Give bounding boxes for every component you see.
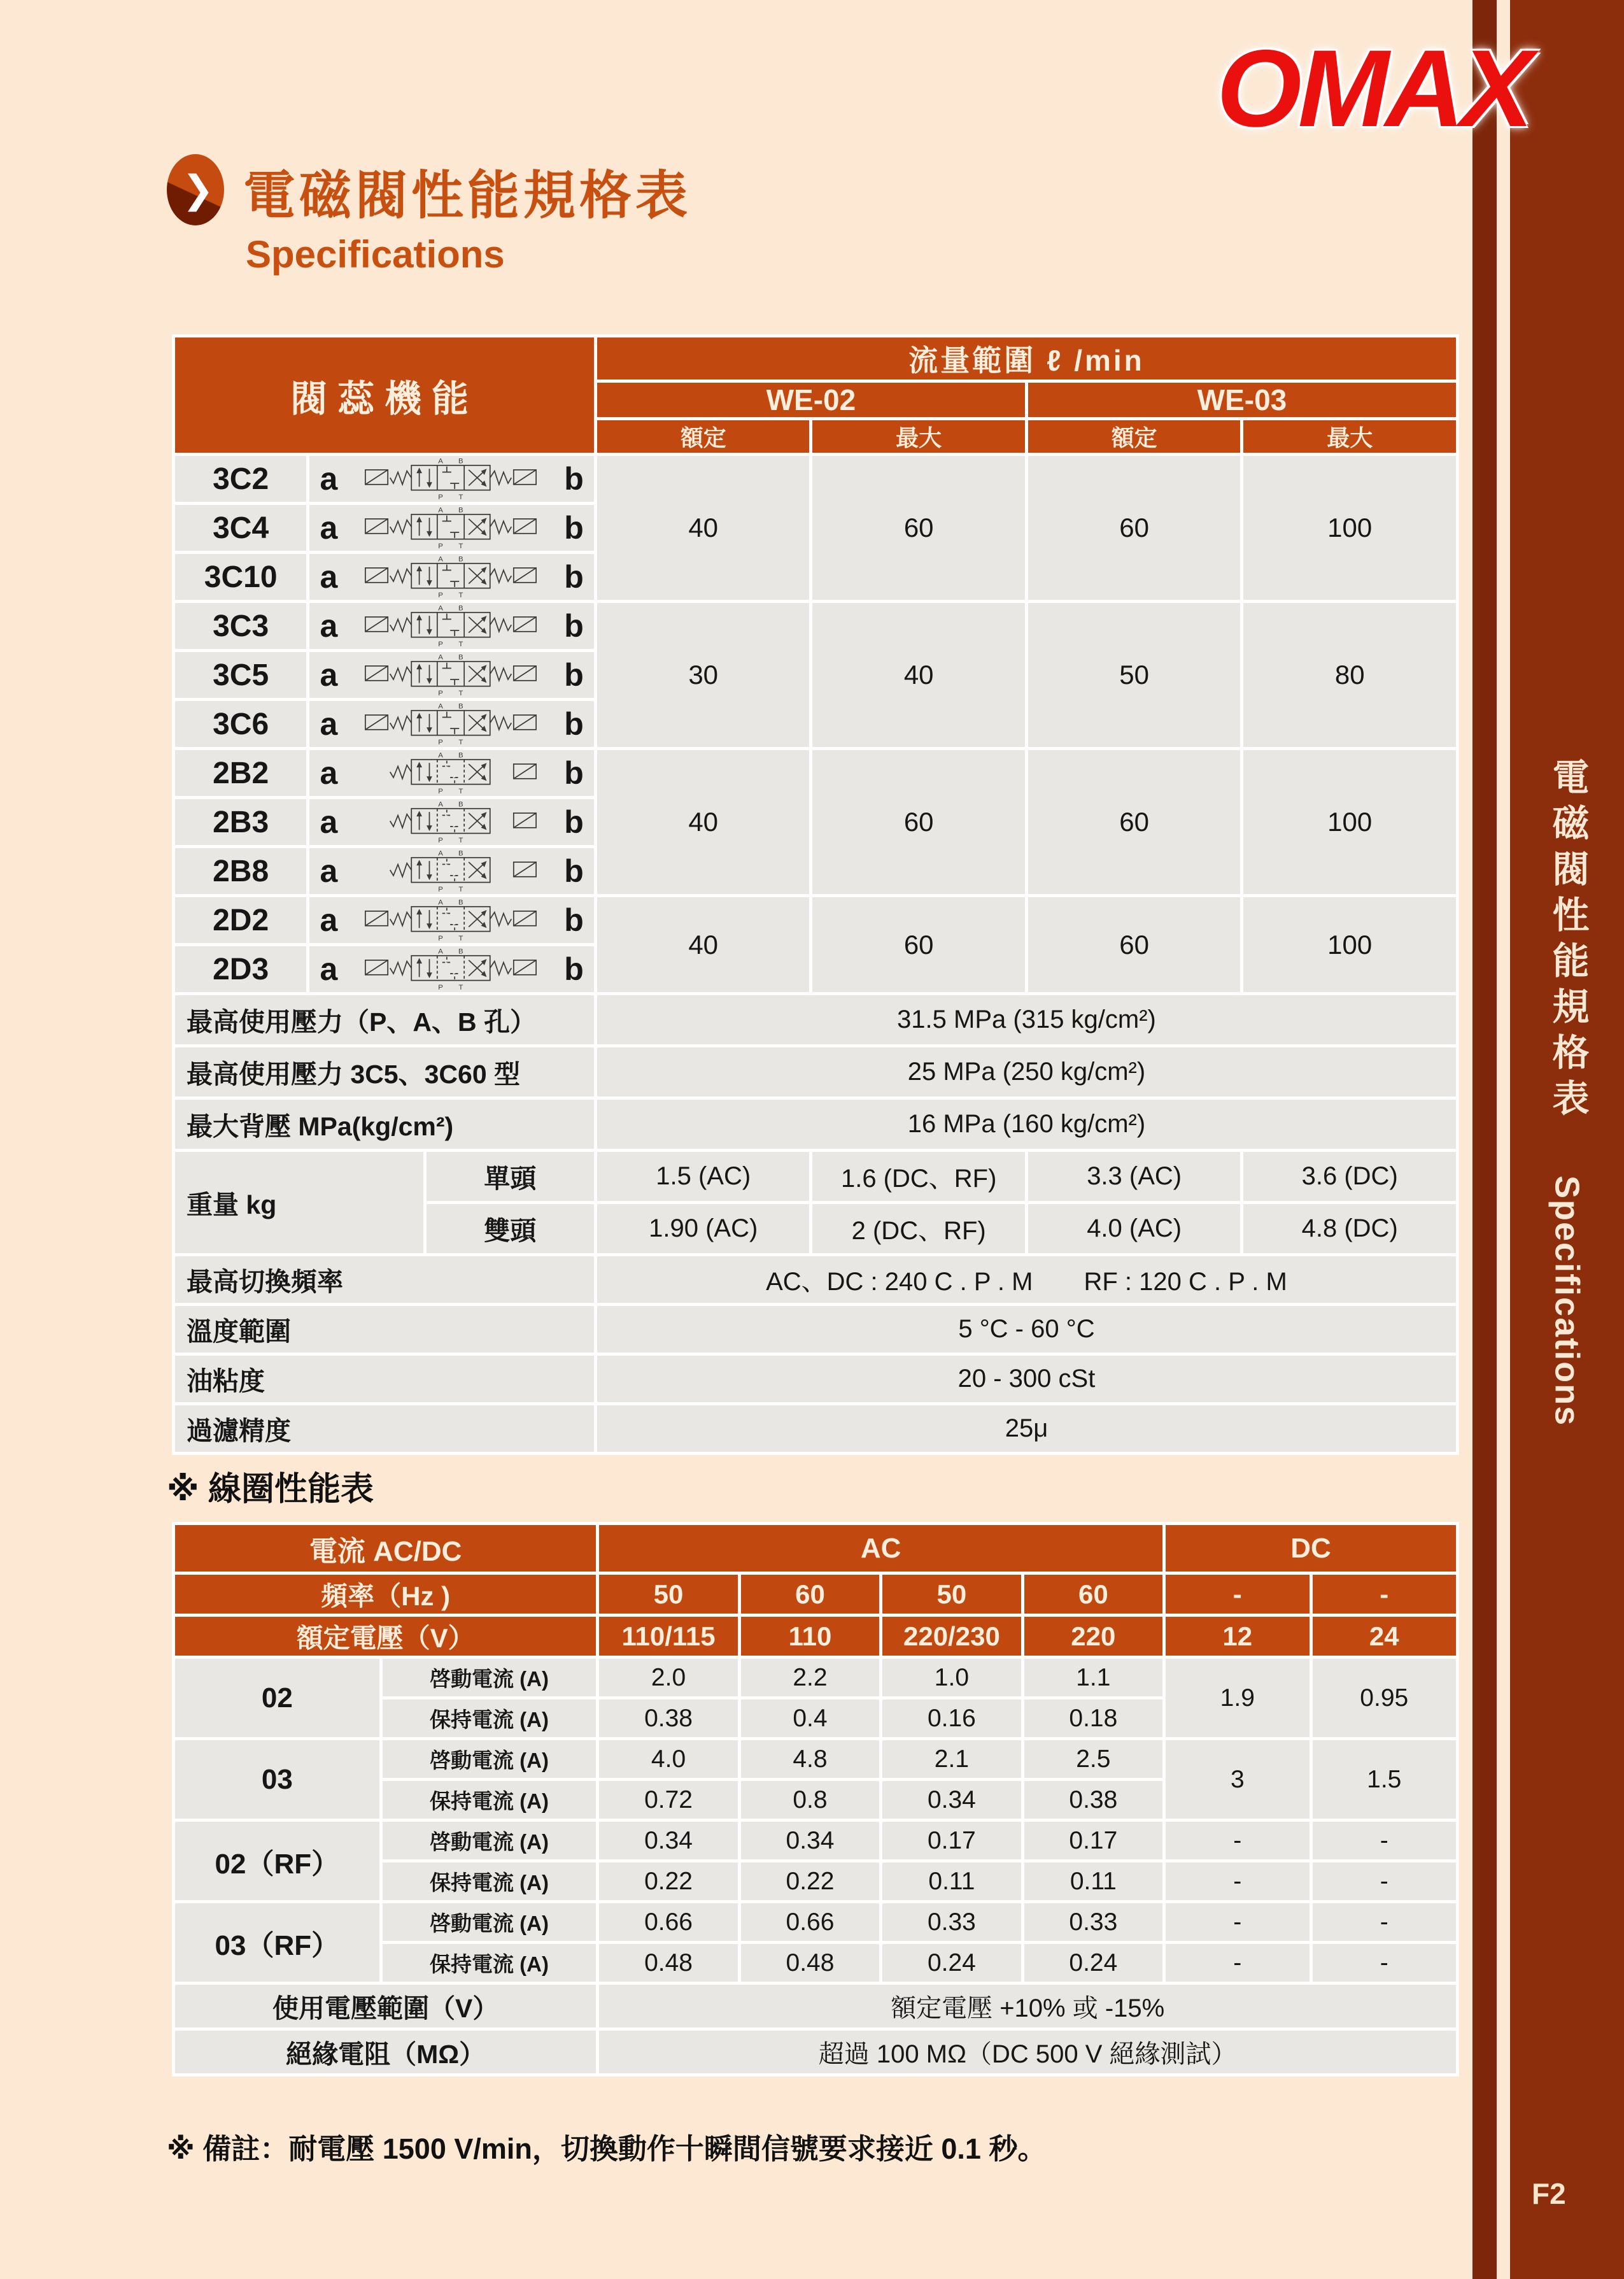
- start-current-label: 啓動電流 (A): [381, 1902, 598, 1943]
- valve-symbol-cell: [308, 896, 596, 945]
- valve-symbol-wrap: [309, 505, 594, 551]
- svg-text:B: B: [458, 702, 463, 711]
- dc-current-value: 1.9: [1164, 1658, 1311, 1739]
- svg-text:T: T: [458, 591, 463, 599]
- ac-header: AC: [598, 1524, 1164, 1573]
- weight-value: 3.3 (AC): [1026, 1151, 1241, 1203]
- svg-text:P: P: [438, 934, 444, 942]
- flow-value: 60: [811, 455, 1026, 602]
- frequency-value: 50: [881, 1573, 1022, 1615]
- a-label: a: [320, 461, 338, 497]
- spec-value: 25 MPa (250 kg/cm²): [595, 1046, 1457, 1098]
- b-label: b: [564, 951, 584, 987]
- start-current-value: 4.8: [739, 1739, 880, 1780]
- we03-header: WE-03: [1026, 381, 1457, 419]
- table-row: [174, 1984, 1458, 2029]
- dc-current-value: -: [1311, 1902, 1457, 1943]
- valve-symbol-3C4: [355, 505, 546, 551]
- hold-current-value: 0.18: [1022, 1698, 1164, 1739]
- table-row: [174, 1658, 1458, 1698]
- valve-symbol-3C6: [355, 701, 546, 747]
- right-thin-stripe: [1472, 0, 1497, 2279]
- spec-value: 16 MPa (160 kg/cm²): [595, 1098, 1457, 1151]
- max-header: 最大: [1242, 419, 1458, 455]
- flow-value: 100: [1242, 896, 1458, 994]
- svg-text:A: A: [438, 898, 444, 907]
- spec-label: 最高使用壓力（P、A、B 孔）: [174, 994, 596, 1046]
- coil-group-label: 03: [174, 1739, 381, 1821]
- table-row: [174, 336, 1458, 381]
- hold-current-value: 0.8: [739, 1780, 880, 1821]
- valve-symbol-cell: [308, 847, 596, 896]
- a-label: a: [320, 510, 338, 546]
- hold-current-value: 0.24: [1022, 1943, 1164, 1984]
- a-label: a: [320, 657, 338, 693]
- svg-text:T: T: [458, 983, 463, 991]
- a-label: a: [320, 559, 338, 595]
- flow-value: 60: [811, 896, 1026, 994]
- b-label: b: [564, 706, 584, 742]
- svg-text:P: P: [438, 542, 444, 550]
- svg-text:A: A: [438, 555, 444, 564]
- valve-symbol-cell: [308, 504, 596, 553]
- valve-function-header: 閥蕊機能: [174, 336, 596, 455]
- start-current-value: 2.2: [739, 1658, 880, 1698]
- svg-text:A: A: [438, 653, 444, 662]
- svg-text:A: A: [438, 604, 444, 613]
- start-current-value: 0.66: [598, 1902, 739, 1943]
- start-current-value: 0.33: [1022, 1902, 1164, 1943]
- page-title: 電磁閥性能規格表: [243, 167, 692, 225]
- valve-code: 2B3: [174, 798, 308, 847]
- svg-text:T: T: [458, 738, 463, 746]
- spec-label: 過濾精度: [174, 1404, 596, 1454]
- svg-text:T: T: [458, 885, 463, 893]
- flow-value: 40: [595, 896, 810, 994]
- hold-current-label: 保持電流 (A): [381, 1861, 598, 1902]
- start-current-value: 0.17: [881, 1821, 1022, 1861]
- voltage-value: 220: [1022, 1615, 1164, 1658]
- valve-symbol-wrap: [309, 848, 594, 894]
- svg-text:P: P: [438, 738, 444, 746]
- insulation-value: 超過 100 MΩ（DC 500 V 絕緣測試）: [598, 2029, 1458, 2075]
- spec-label: 最大背壓 MPa(kg/cm²): [174, 1098, 596, 1151]
- valve-symbol-2B2: [355, 750, 546, 796]
- start-current-value: 0.17: [1022, 1821, 1164, 1861]
- b-label: b: [564, 853, 584, 889]
- spec-value: 31.5 MPa (315 kg/cm²): [595, 994, 1457, 1046]
- weight-label: 重量 kg: [174, 1151, 425, 1255]
- valve-symbol-wrap: [309, 897, 594, 943]
- dc-current-value: -: [1311, 1943, 1457, 1984]
- table-row: [174, 994, 1458, 1046]
- frequency-value: 60: [739, 1573, 880, 1615]
- spec-value: 25μ: [595, 1404, 1457, 1454]
- valve-code: 3C5: [174, 651, 308, 700]
- rated-header: 額定: [1026, 419, 1241, 455]
- svg-text:P: P: [438, 787, 444, 795]
- a-label: a: [320, 902, 338, 938]
- valve-code: 3C4: [174, 504, 308, 553]
- valve-code: 3C2: [174, 455, 308, 504]
- b-label: b: [564, 559, 584, 595]
- svg-text:T: T: [458, 493, 463, 501]
- svg-text:P: P: [438, 836, 444, 844]
- table-row: [174, 1573, 1458, 1615]
- coil-table-title: ※ 線圈性能表: [167, 1471, 374, 1508]
- flow-value: 80: [1242, 602, 1458, 749]
- weight-value: 4.0 (AC): [1026, 1203, 1241, 1255]
- sidebar-vertical-caption: [1541, 758, 1594, 1426]
- hold-current-label: 保持電流 (A): [381, 1780, 598, 1821]
- hold-current-value: 0.48: [739, 1943, 880, 1984]
- svg-text:A: A: [438, 948, 444, 956]
- right-sidebar-band: [1510, 0, 1624, 2279]
- start-current-value: 0.66: [739, 1902, 880, 1943]
- start-current-value: 1.0: [881, 1658, 1022, 1698]
- hold-current-value: 0.38: [598, 1698, 739, 1739]
- valve-symbol-cell: [308, 798, 596, 847]
- hold-current-value: 0.4: [739, 1698, 880, 1739]
- valve-symbol-3C5: [355, 652, 546, 698]
- page-subtitle: Specifications: [246, 233, 505, 276]
- weight-value: 1.90 (AC): [595, 1203, 810, 1255]
- start-current-value: 0.34: [598, 1821, 739, 1861]
- svg-text:T: T: [458, 542, 463, 550]
- hold-current-label: 保持電流 (A): [381, 1698, 598, 1739]
- a-label: a: [320, 755, 338, 791]
- hold-current-value: 0.48: [598, 1943, 739, 1984]
- voltage-range-value: 額定電壓 +10% 或 -15%: [598, 1984, 1458, 2029]
- svg-text:P: P: [438, 885, 444, 893]
- main-spec-table-wrap: [172, 334, 1459, 1455]
- dc-header: DC: [1164, 1524, 1458, 1573]
- dc-current-value: -: [1164, 1821, 1311, 1861]
- valve-symbol-2B8: [355, 848, 546, 894]
- start-current-value: 2.1: [881, 1739, 1022, 1780]
- b-label: b: [564, 461, 584, 497]
- insulation-label: 絕緣電阻（MΩ）: [174, 2029, 598, 2075]
- flow-value: 60: [811, 749, 1026, 896]
- spec-value: 5 °C - 60 °C: [595, 1305, 1457, 1354]
- valve-symbol-cell: [308, 455, 596, 504]
- flow-value: 100: [1242, 749, 1458, 896]
- hold-current-label: 保持電流 (A): [381, 1943, 598, 1984]
- table-row: [174, 1404, 1458, 1454]
- valve-symbol-cell: [308, 945, 596, 994]
- valve-code: 3C10: [174, 553, 308, 602]
- svg-text:A: A: [438, 751, 444, 760]
- table-row: [174, 1902, 1458, 1943]
- valve-symbol-cell: [308, 700, 596, 749]
- weight-value: 1.5 (AC): [595, 1151, 810, 1203]
- svg-text:P: P: [438, 983, 444, 991]
- coil-group-label: 02（RF）: [174, 1821, 381, 1902]
- dc-current-value: -: [1164, 1943, 1311, 1984]
- b-label: b: [564, 608, 584, 644]
- flow-value: 40: [595, 749, 810, 896]
- table-row: [174, 1305, 1458, 1354]
- flow-value: 60: [1026, 749, 1241, 896]
- start-current-label: 啓動電流 (A): [381, 1821, 598, 1861]
- svg-text:T: T: [458, 787, 463, 795]
- valve-code: 2B8: [174, 847, 308, 896]
- svg-text:B: B: [458, 555, 463, 564]
- valve-code: 2B2: [174, 749, 308, 798]
- table-row: [174, 1098, 1458, 1151]
- frequency-value: 60: [1022, 1573, 1164, 1615]
- valve-symbol-3C10: [355, 554, 546, 600]
- table-row: [174, 1615, 1458, 1658]
- valve-symbol-wrap: [309, 799, 594, 845]
- svg-text:P: P: [438, 591, 444, 599]
- frequency-value: 50: [598, 1573, 739, 1615]
- b-label: b: [564, 902, 584, 938]
- a-label: a: [320, 706, 338, 742]
- voltage-value: 110: [739, 1615, 880, 1658]
- valve-symbol-cell: [308, 602, 596, 651]
- table-row: [174, 1739, 1458, 1780]
- rated-header: 額定: [595, 419, 810, 455]
- table-row: [174, 2029, 1458, 2075]
- hold-current-value: 0.38: [1022, 1780, 1164, 1821]
- weight-value: 1.6 (DC、RF): [811, 1151, 1026, 1203]
- svg-text:B: B: [458, 800, 463, 809]
- svg-text:B: B: [458, 751, 463, 760]
- spec-value: 20 - 300 cSt: [595, 1354, 1457, 1404]
- valve-symbol-cell: [308, 651, 596, 700]
- valve-symbol-3C2: [355, 456, 546, 502]
- voltage-value: 12: [1164, 1615, 1311, 1658]
- valve-symbol-wrap: [309, 603, 594, 649]
- valve-symbol-wrap: [309, 946, 594, 992]
- svg-text:P: P: [438, 493, 444, 501]
- voltage-value: 220/230: [881, 1615, 1022, 1658]
- spec-label: 溫度範圍: [174, 1305, 596, 1354]
- start-current-value: 2.0: [598, 1658, 739, 1698]
- start-current-value: 4.0: [598, 1739, 739, 1780]
- svg-text:A: A: [438, 702, 444, 711]
- start-current-label: 啓動電流 (A): [381, 1658, 598, 1698]
- svg-text:T: T: [458, 836, 463, 844]
- svg-text:T: T: [458, 934, 463, 942]
- hold-current-value: 0.24: [881, 1943, 1022, 1984]
- dc-current-value: 0.95: [1311, 1658, 1457, 1739]
- main-spec-table: [172, 334, 1459, 1455]
- valve-symbol-wrap: [309, 554, 594, 600]
- table-row: [174, 1524, 1458, 1573]
- b-label: b: [564, 657, 584, 693]
- a-label: a: [320, 804, 338, 840]
- flow-value: 60: [1026, 455, 1241, 602]
- dc-current-value: -: [1164, 1902, 1311, 1943]
- valve-code: 2D3: [174, 945, 308, 994]
- svg-text:A: A: [438, 457, 444, 465]
- b-label: b: [564, 510, 584, 546]
- svg-text:P: P: [438, 689, 444, 697]
- a-label: a: [320, 853, 338, 889]
- valve-symbol-2B3: [355, 799, 546, 845]
- start-current-value: 2.5: [1022, 1739, 1164, 1780]
- voltage-label: 額定電壓（V）: [174, 1615, 598, 1658]
- start-current-value: 1.1: [1022, 1658, 1164, 1698]
- svg-text:B: B: [458, 506, 463, 515]
- page-number: F2: [1532, 2177, 1566, 2210]
- weight-value: 4.8 (DC): [1242, 1203, 1458, 1255]
- start-current-value: 0.34: [739, 1821, 880, 1861]
- svg-text:T: T: [458, 640, 463, 648]
- voltage-value: 110/115: [598, 1615, 739, 1658]
- svg-text:B: B: [458, 948, 463, 956]
- flow-value: 100: [1242, 455, 1458, 602]
- coil-table-wrap: [172, 1522, 1459, 2077]
- flow-value: 30: [595, 602, 810, 749]
- dc-current-value: -: [1311, 1861, 1457, 1902]
- svg-text:B: B: [458, 849, 463, 858]
- valve-symbol-wrap: [309, 456, 594, 502]
- flow-value: 40: [595, 455, 810, 602]
- a-label: a: [320, 608, 338, 644]
- coil-group-label: 02: [174, 1658, 381, 1739]
- chevron-glyph-icon: ❯: [181, 168, 215, 211]
- weight-value: 3.6 (DC): [1242, 1151, 1458, 1203]
- voltage-range-label: 使用電壓範圍（V）: [174, 1984, 598, 2029]
- valve-symbol-3C3: [355, 603, 546, 649]
- svg-text:P: P: [438, 640, 444, 648]
- weight-sub-label: 單頭: [425, 1151, 595, 1203]
- spec-label: 最高切換頻率: [174, 1255, 596, 1305]
- weight-value: 2 (DC、RF): [811, 1203, 1026, 1255]
- valve-symbol-2D2: [355, 897, 546, 943]
- hold-current-value: 0.16: [881, 1698, 1022, 1739]
- flow-value: 40: [811, 602, 1026, 749]
- start-current-label: 啓動電流 (A): [381, 1739, 598, 1780]
- table-row: [174, 602, 1458, 651]
- svg-text:A: A: [438, 506, 444, 515]
- frequency-value: -: [1311, 1573, 1457, 1615]
- svg-text:T: T: [458, 689, 463, 697]
- svg-text:B: B: [458, 604, 463, 613]
- valve-code: 3C6: [174, 700, 308, 749]
- table-row: [174, 896, 1458, 945]
- start-current-value: 0.33: [881, 1902, 1022, 1943]
- flow-value: 50: [1026, 602, 1241, 749]
- svg-text:B: B: [458, 653, 463, 662]
- table-row: [174, 1151, 1458, 1203]
- valve-symbol-cell: [308, 749, 596, 798]
- dc-current-value: 3: [1164, 1739, 1311, 1821]
- svg-text:B: B: [458, 457, 463, 465]
- hold-current-value: 0.72: [598, 1780, 739, 1821]
- flow-value: 60: [1026, 896, 1241, 994]
- dc-current-value: -: [1164, 1861, 1311, 1902]
- dc-current-value: -: [1311, 1821, 1457, 1861]
- we02-header: WE-02: [595, 381, 1026, 419]
- weight-sub-label: 雙頭: [425, 1203, 595, 1255]
- a-label: a: [320, 951, 338, 987]
- svg-text:B: B: [458, 898, 463, 907]
- table-row: [174, 1046, 1458, 1098]
- valve-symbol-cell: [308, 553, 596, 602]
- hold-current-value: 0.11: [881, 1861, 1022, 1902]
- svg-text:A: A: [438, 800, 444, 809]
- sidebar-caption-zh: 電磁閥性能規格表: [1546, 758, 1588, 1125]
- table-row: [174, 749, 1458, 798]
- spec-label: 油粘度: [174, 1354, 596, 1404]
- current-header: 電流 AC/DC: [174, 1524, 598, 1573]
- hold-current-value: 0.22: [598, 1861, 739, 1902]
- table-row: [174, 1255, 1458, 1305]
- frequency-value: -: [1164, 1573, 1311, 1615]
- omax-logo: OMAX: [1217, 27, 1530, 150]
- table-row: [174, 1821, 1458, 1861]
- voltage-value: 24: [1311, 1615, 1457, 1658]
- svg-text:A: A: [438, 849, 444, 858]
- frequency-label: 頻率（Hz ): [174, 1573, 598, 1615]
- chevron-badge-icon: [167, 154, 224, 225]
- table-row: [174, 1354, 1458, 1404]
- sidebar-caption-en: Specifications: [1548, 1175, 1586, 1427]
- valve-symbol-wrap: [309, 652, 594, 698]
- hold-current-value: 0.11: [1022, 1861, 1164, 1902]
- valve-symbol-wrap: [309, 750, 594, 796]
- dc-current-value: 1.5: [1311, 1739, 1457, 1821]
- valve-code: 3C3: [174, 602, 308, 651]
- page-title-block: [167, 154, 691, 276]
- footnote: ※ 備註：耐電壓 1500 V/min，切換動作十瞬間信號要求接近 0.1 秒。: [167, 2133, 1047, 2165]
- max-header: 最大: [811, 419, 1026, 455]
- table-row: [174, 455, 1458, 504]
- valve-symbol-wrap: [309, 701, 594, 747]
- flow-range-header: 流量範圍 ℓ /min: [595, 336, 1457, 381]
- spec-value: AC、DC : 240 C . P . M RF : 120 C . P . M: [595, 1255, 1457, 1305]
- valve-symbol-2D3: [355, 946, 546, 992]
- hold-current-value: 0.34: [881, 1780, 1022, 1821]
- b-label: b: [564, 755, 584, 791]
- coil-performance-table: [172, 1522, 1459, 2077]
- coil-group-label: 03（RF）: [174, 1902, 381, 1984]
- spec-label: 最高使用壓力 3C5、3C60 型: [174, 1046, 596, 1098]
- hold-current-value: 0.22: [739, 1861, 880, 1902]
- valve-code: 2D2: [174, 896, 308, 945]
- b-label: b: [564, 804, 584, 840]
